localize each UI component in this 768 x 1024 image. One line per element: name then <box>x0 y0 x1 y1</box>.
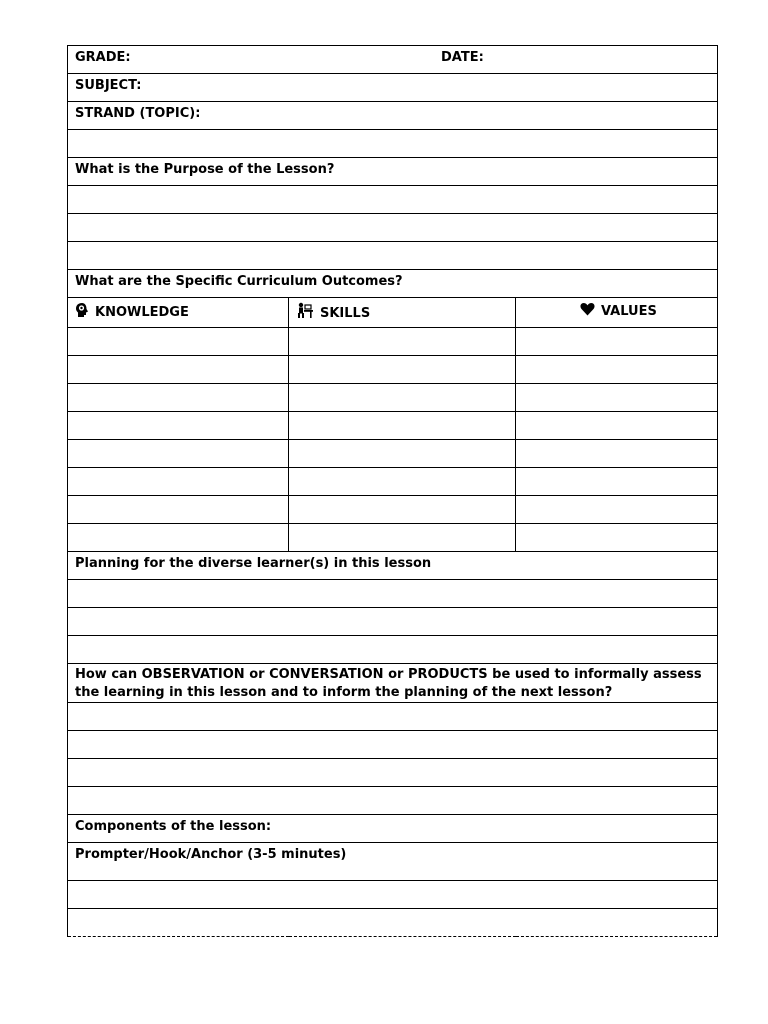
outcome-row <box>68 412 718 440</box>
purpose-question: What is the Purpose of the Lesson? <box>75 162 335 177</box>
knowledge-cell[interactable] <box>68 496 289 524</box>
outcomes-header-row <box>68 298 718 328</box>
purpose-line-3[interactable] <box>68 242 718 270</box>
components-label: Components of the lesson: <box>75 819 272 834</box>
knowledge-header <box>68 298 289 328</box>
diverse-line-2[interactable] <box>68 608 718 636</box>
diverse-line-3[interactable] <box>68 636 718 664</box>
strand-cell[interactable] <box>68 102 718 130</box>
diverse-line-1[interactable] <box>68 580 718 608</box>
components-row <box>68 815 718 843</box>
blank-row <box>68 759 718 787</box>
skills-cell[interactable] <box>289 468 516 496</box>
diverse-cell <box>68 552 718 580</box>
outcome-row <box>68 328 718 356</box>
diverse-row <box>68 552 718 580</box>
values-cell[interactable] <box>516 328 718 356</box>
grade-date-row <box>68 46 718 74</box>
outcome-row <box>68 356 718 384</box>
blank-row <box>68 608 718 636</box>
skills-cell[interactable] <box>289 328 516 356</box>
values-cell[interactable] <box>516 524 718 552</box>
knowledge-cell[interactable] <box>68 524 289 552</box>
blank-row <box>68 636 718 664</box>
outcome-row <box>68 440 718 468</box>
blank-row <box>68 186 718 214</box>
outcome-row <box>68 496 718 524</box>
knowledge-cell[interactable] <box>68 328 289 356</box>
purpose-line-1[interactable] <box>68 186 718 214</box>
outcomes-cell <box>68 270 718 298</box>
knowledge-cell[interactable] <box>68 384 289 412</box>
skills-cell[interactable] <box>289 440 516 468</box>
knowledge-cell[interactable] <box>68 468 289 496</box>
values-cell[interactable] <box>516 468 718 496</box>
purpose-cell <box>68 158 718 186</box>
blank-row <box>68 909 718 937</box>
outcome-row <box>68 384 718 412</box>
assessment-line-3[interactable] <box>68 759 718 787</box>
grade-date-cell[interactable] <box>68 46 718 74</box>
values-cell[interactable] <box>516 496 718 524</box>
assessment-line-1[interactable] <box>68 703 718 731</box>
blank-row <box>68 881 718 909</box>
skills-header <box>289 298 516 328</box>
hook-row <box>68 843 718 881</box>
skills-cell[interactable] <box>289 524 516 552</box>
assessment-row <box>68 664 718 703</box>
date-label: DATE: <box>441 50 484 65</box>
assessment-line-2[interactable] <box>68 731 718 759</box>
knowledge-cell[interactable] <box>68 440 289 468</box>
knowledge-cell[interactable] <box>68 412 289 440</box>
grade-label: GRADE: <box>75 50 131 65</box>
skills-cell[interactable] <box>289 412 516 440</box>
values-header <box>516 298 718 328</box>
purpose-row <box>68 158 718 186</box>
blank-row <box>68 130 718 158</box>
outcomes-row <box>68 270 718 298</box>
subject-cell[interactable] <box>68 74 718 102</box>
values-cell[interactable] <box>516 356 718 384</box>
purpose-line-2[interactable] <box>68 214 718 242</box>
blank-row <box>68 580 718 608</box>
assessment-question: How can OBSERVATION or CONVERSATION or PRODUCTS be used to informally assess the learning in this lesson and to inform the planning of the next lesson? <box>75 667 702 700</box>
lesson-plan-table <box>67 45 718 937</box>
assessment-line-4[interactable] <box>68 787 718 815</box>
values-cell[interactable] <box>516 440 718 468</box>
blank-row <box>68 214 718 242</box>
lesson-plan-form <box>67 45 717 937</box>
subject-label: SUBJECT: <box>75 78 142 93</box>
skills-cell[interactable] <box>289 496 516 524</box>
subject-row <box>68 74 718 102</box>
outcomes-question: What are the Specific Curriculum Outcomes? <box>75 274 403 289</box>
strand-blank-line[interactable] <box>68 130 718 158</box>
hook-line-2[interactable] <box>68 909 718 937</box>
strand-row <box>68 102 718 130</box>
skills-label: SKILLS <box>320 306 371 321</box>
components-cell <box>68 815 718 843</box>
blank-row <box>68 242 718 270</box>
hook-label: Prompter/Hook/Anchor (3-5 minutes) <box>75 847 347 862</box>
skills-cell[interactable] <box>289 384 516 412</box>
hook-cell[interactable] <box>68 843 718 881</box>
skills-cell[interactable] <box>289 356 516 384</box>
blank-row <box>68 703 718 731</box>
knowledge-cell[interactable] <box>68 356 289 384</box>
values-cell[interactable] <box>516 384 718 412</box>
teacher-desk-icon <box>296 302 314 325</box>
blank-row <box>68 787 718 815</box>
values-label: VALUES <box>601 304 657 319</box>
blank-row <box>68 731 718 759</box>
brain-head-icon <box>75 302 89 323</box>
values-cell[interactable] <box>516 412 718 440</box>
strand-label: STRAND (TOPIC): <box>75 106 201 121</box>
outcome-row <box>68 524 718 552</box>
outcome-row <box>68 468 718 496</box>
heart-icon <box>580 302 595 321</box>
hook-line-1[interactable] <box>68 881 718 909</box>
assessment-cell <box>68 664 718 703</box>
diverse-label: Planning for the diverse learner(s) in this lesson <box>75 556 432 571</box>
knowledge-label: KNOWLEDGE <box>95 305 189 320</box>
